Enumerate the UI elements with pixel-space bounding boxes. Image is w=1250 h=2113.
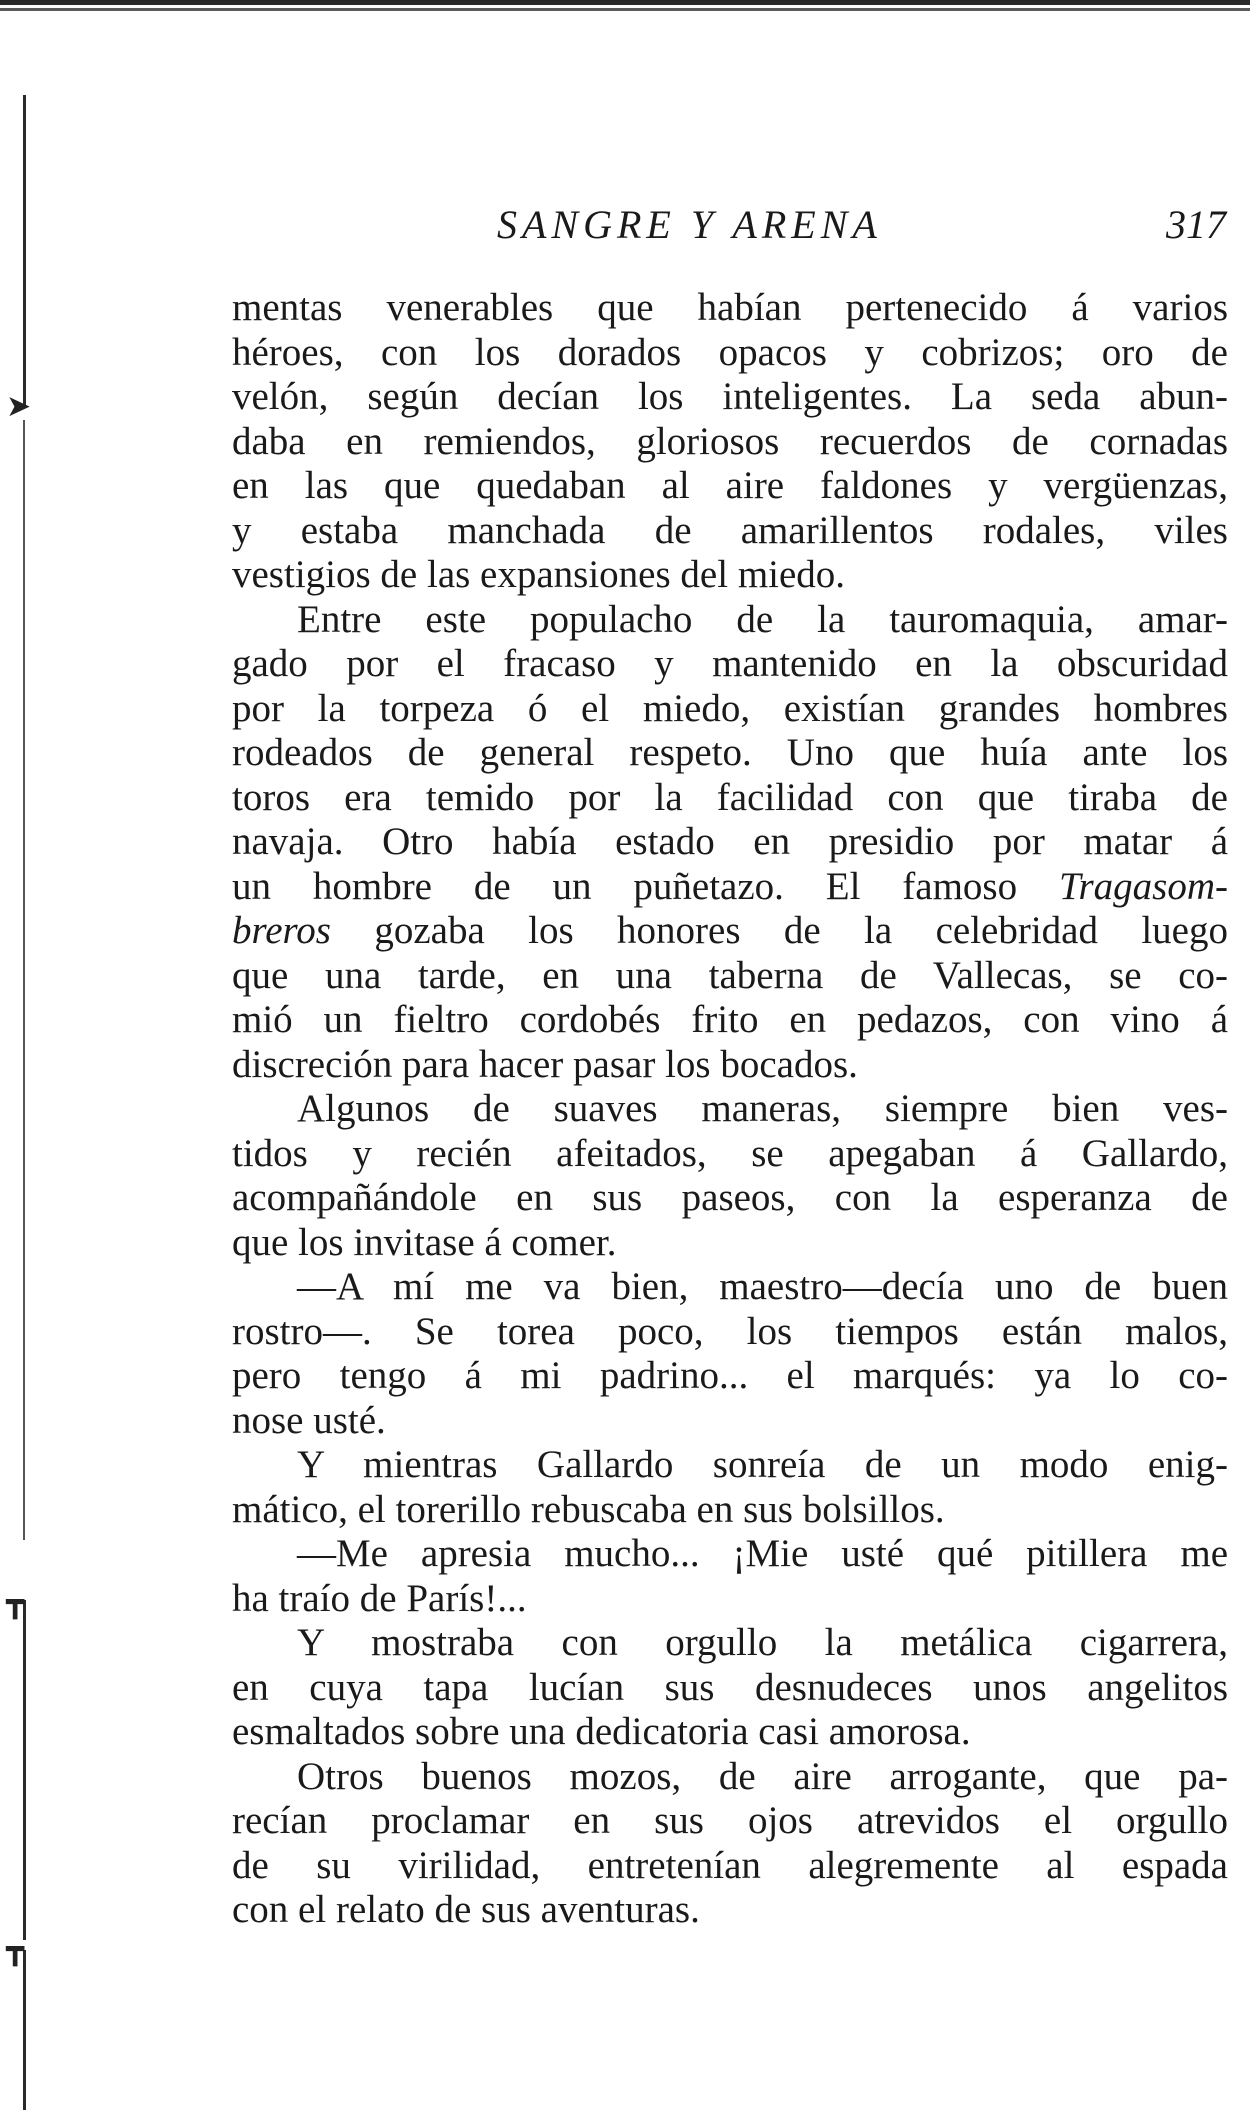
line-text: gozaba los honores de la celebridad luego bbox=[330, 909, 1228, 952]
line-text: de su virilidad, entretenían alegremente al espada bbox=[232, 1843, 1228, 1887]
text-line bbox=[232, 1577, 1228, 1622]
line-text: un hombre de un puñetazo. El famoso bbox=[232, 864, 1018, 908]
text-line bbox=[232, 1888, 1228, 1933]
line-text: Otros buenos mozos, de aire arrogante, que pa- bbox=[297, 1754, 1228, 1798]
text-line bbox=[232, 776, 1228, 821]
text-line bbox=[232, 1666, 1228, 1711]
line-text: —Me apresia mucho... ¡Mie usté qué pitillera me bbox=[297, 1532, 1228, 1575]
line-text: y estaba manchada de amarillentos rodales, viles bbox=[232, 508, 1228, 552]
line-text: gado por el fracaso y mantenido en la obscuridad bbox=[232, 642, 1228, 685]
binding-line-upper bbox=[23, 95, 26, 405]
text-line bbox=[232, 1710, 1228, 1755]
line-text: —A mí me va bien, maestro—decía uno de buen bbox=[297, 1265, 1228, 1308]
line-text: acompañándole en sus paseos, con la esperanza de bbox=[232, 1176, 1228, 1219]
line-text: que una tarde, en una taberna de Vallecas, se co- bbox=[232, 953, 1228, 997]
text-line bbox=[232, 909, 1228, 954]
line-text: nose usté. bbox=[232, 1398, 386, 1442]
text-line bbox=[232, 1844, 1228, 1889]
running-title: SANGRE Y ARENA bbox=[497, 202, 882, 247]
line-text: recían proclamar en sus ojos atrevidos el orgullo bbox=[232, 1799, 1228, 1842]
text-line bbox=[232, 331, 1228, 376]
text-line bbox=[232, 1132, 1228, 1177]
text-line bbox=[232, 553, 1228, 598]
body-text bbox=[232, 286, 1228, 1933]
line-text: discreción para hacer pasar los bocados. bbox=[232, 1042, 858, 1086]
line-text: velón, según decían los inteligentes. La seda abun- bbox=[232, 375, 1228, 418]
text-line bbox=[232, 1621, 1228, 1666]
text-line bbox=[232, 1399, 1228, 1444]
line-text: Y mostraba con orgullo la metálica cigarrera, bbox=[297, 1621, 1228, 1664]
margin-tick-mark: ┳ bbox=[6, 1933, 25, 1966]
text-line bbox=[232, 1265, 1228, 1310]
italic-name: Tragasom- bbox=[1058, 864, 1228, 908]
line-text: navaja. Otro había estado en presidio por matar á bbox=[232, 820, 1228, 863]
text-line bbox=[232, 1221, 1228, 1266]
line-text: Entre este populacho de la tauromaquia, amar- bbox=[297, 597, 1228, 641]
text-line bbox=[232, 954, 1228, 999]
text-line bbox=[232, 1799, 1228, 1844]
line-text: por la torpeza ó el miedo, existían grandes hombres bbox=[232, 686, 1228, 730]
margin-tick-mark: ┳ bbox=[6, 1586, 25, 1619]
text-line bbox=[232, 1087, 1228, 1132]
text-line bbox=[232, 1354, 1228, 1399]
line-text: rostro—. Se torea poco, los tiempos están malos, bbox=[232, 1309, 1228, 1353]
line-text: mático, el torerillo rebuscaba en sus bolsillos. bbox=[232, 1487, 945, 1531]
text-line bbox=[232, 509, 1228, 554]
text-line bbox=[232, 998, 1228, 1043]
line-text: que los invitase á comer. bbox=[232, 1220, 617, 1264]
line-text: vestigios de las expansiones del miedo. bbox=[232, 553, 846, 596]
text-line bbox=[232, 420, 1228, 465]
line-text: ha traío de París!... bbox=[232, 1576, 527, 1620]
margin-arrow-mark: ➤ bbox=[6, 390, 32, 423]
binding-line-bottom bbox=[23, 1950, 26, 2110]
line-text: esmaltados sobre una dedicatoria casi amorosa. bbox=[232, 1710, 971, 1753]
line-text: daba en remiendos, gloriosos recuerdos de cornadas bbox=[232, 419, 1228, 463]
italic-name: breros bbox=[232, 909, 331, 952]
text-line bbox=[232, 375, 1228, 420]
text-line bbox=[232, 598, 1228, 643]
text-line bbox=[232, 464, 1228, 509]
line-text: mentas venerables que habían pertenecido á varios bbox=[232, 286, 1228, 329]
text-line bbox=[232, 642, 1228, 687]
text-line bbox=[232, 1443, 1228, 1488]
line-text: toros era temido por la facilidad con que tiraba de bbox=[232, 775, 1228, 819]
line-text: Algunos de suaves maneras, siempre bien ves- bbox=[297, 1087, 1228, 1130]
text-line bbox=[232, 1755, 1228, 1800]
line-text: mió un fieltro cordobés frito en pedazos, con vino á bbox=[232, 998, 1228, 1041]
text-line bbox=[232, 1043, 1228, 1088]
line-text: con el relato de sus aventuras. bbox=[232, 1888, 700, 1931]
line-text: rodeados de general respeto. Uno que huía ante los bbox=[232, 731, 1228, 774]
text-line bbox=[232, 1176, 1228, 1221]
text-line bbox=[232, 286, 1228, 331]
text-line bbox=[232, 820, 1228, 865]
line-text: Y mientras Gallardo sonreía de un modo enig- bbox=[297, 1443, 1228, 1486]
line-text: héroes, con los dorados opacos y cobrizos; oro de bbox=[232, 330, 1228, 374]
text-line bbox=[232, 687, 1228, 732]
line-text: pero tengo á mi padrino... el marqués: ya lo co- bbox=[232, 1354, 1228, 1397]
text-line bbox=[232, 1532, 1228, 1577]
text-line bbox=[232, 865, 1228, 910]
binding-line-middle bbox=[23, 420, 25, 1540]
text-line bbox=[232, 731, 1228, 776]
text-line bbox=[232, 1310, 1228, 1355]
binding-line-lower bbox=[23, 1600, 26, 1940]
text-line bbox=[232, 1488, 1228, 1533]
line-text: en cuya tapa lucían sus desnudeces unos angelitos bbox=[232, 1665, 1228, 1709]
top-border-rule-thin bbox=[0, 8, 1250, 11]
top-border-rule bbox=[0, 0, 1250, 5]
line-text: tidos y recién afeitados, se apegaban á Gallardo, bbox=[232, 1131, 1228, 1175]
line-text: en las que quedaban al aire faldones y vergüenzas, bbox=[232, 464, 1228, 507]
page-number: 317 bbox=[1166, 202, 1226, 247]
